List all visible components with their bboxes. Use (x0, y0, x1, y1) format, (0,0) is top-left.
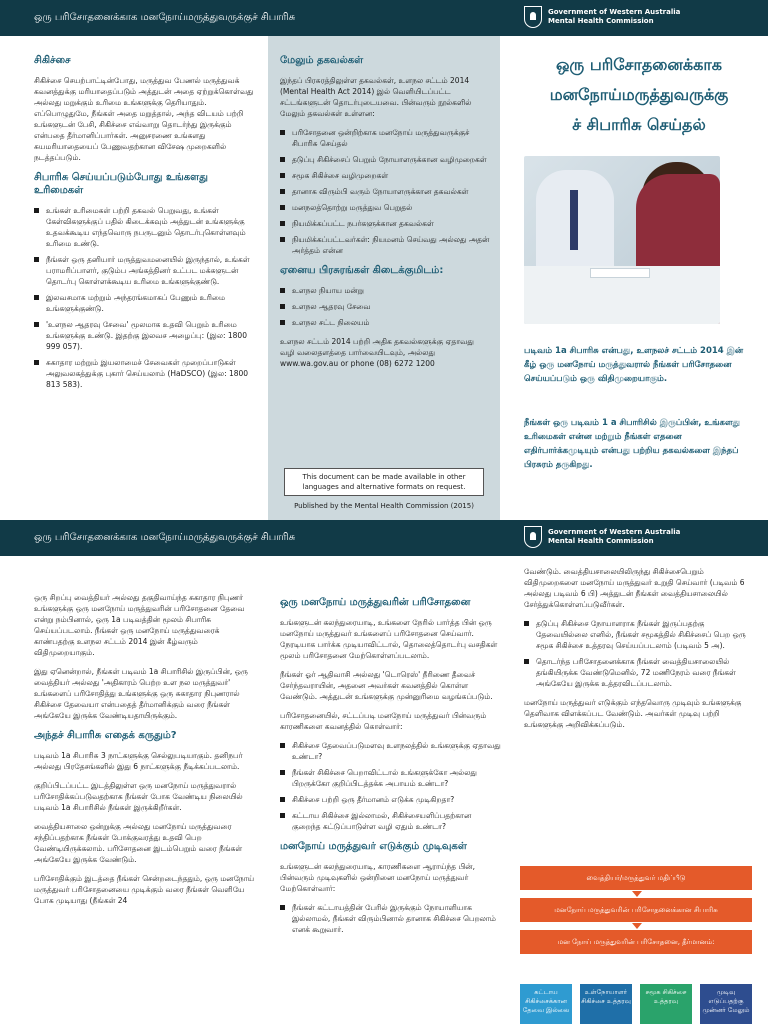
outcome-box-no-treatment: கட்டாய சிகிச்சைக்கான தேவை இல்லை (520, 984, 572, 1024)
more-info-heading: மேலும் தகவல்கள் (280, 55, 364, 66)
list-item: உளநல நியாய மன்று (280, 285, 490, 296)
decisions-list (280, 902, 502, 935)
factors-list (280, 740, 502, 832)
cover-rights-paragraph: நீங்கள் ஒரு படிவம் 1 a சிபாரிசில் இருப்பின், உங்களது உரிமைகள் என்ன மற்றும் நீங்கள் எதனை எதிர்பார்க்கமுடியும் என்பது பற்றிய தகவல்களை இந்தப் பிரசுரம் தருகிறது. (524, 418, 741, 470)
cover-title-line: ச் சிபாரிசு செய்தல் (572, 115, 706, 134)
cover-intro-paragraph: படிவம் 1a சிபாரிசு என்பது, உளநலச் சட்டம் 2014 இன் கீழ் ஒரு மனநோய் மருத்துவரால் நீங்கள் பரிசோதனை செய்யப்படும் ஒரு விதிமுறையாகும். (524, 346, 744, 384)
list-item: தடுப்பு சிகிச்சை நோயாளராக நீங்கள் இருப்பதற்கு தேவையில்லை எனில், நீங்கள் சமூகத்தில் சிகிச்சைப் பெற ஒரு சமூக சிகிச்சை உத்தரவு செய்யப்படலாம் (படிவம் 5 அ). (524, 618, 756, 651)
other-publications-list (280, 285, 490, 328)
other-publications-heading: ஏனைய பிரசுரங்கள் கிடைக்குமிடம்: (280, 265, 444, 276)
arrival-paragraph: பரிசோதிக்கும் இடத்தை நீங்கள் சென்றடைந்ததும், ஒரு மனநோய் மருத்துவர் பரிசோதனையை முடிக்கும் வரை நீங்கள் வெளியே போக முடியாது (நீங்கள் 24 (34, 874, 255, 905)
intro-paragraph-2: இது ஏனென்றால், நீங்கள் படிவம் 1a சிபாரிசில் இருப்பின், ஒரு வைத்தியர் அல்லது 'அதிகாரம் பெற்ற உள நல மருத்துவர்' உங்களைப் பரிசோதித்து உங்களுக்கு ஒரு சுகாதார நிபுணரால் சிகிச்சை தேவையா என்பதைத் தீர்மானிக்கும் வரை நீங்கள் அங்கேயே இருக்க வேண்டியதாயிருக்கும். (34, 667, 248, 720)
location-paragraph: குறிப்பிடப்பட்ட இடத்திலுள்ள ஒரு மனநோய் மருத்துவரால் பரிசோதிக்கப்படுவதற்காக நீங்கள் போக வேண்டிய நிலையில் படிவம் 1a சிபாரிசில் நீங்கள் இருக்கிறீர்கள். (34, 781, 243, 812)
examination-paragraph: உங்களுடன் கலந்துரையாடி, உங்களை நேரில் பார்த்த பின் ஒரு மனநோய் மருத்துவர் உங்களைப் பரிசோதனை செய்வார். நேரடியாக பார்க்க முடியாவிட்டால், தொலைத்தொடர்பு வசதிகள் மூலம் பரிசோதனை மேற்கொள்ளப்படலாம். (280, 618, 498, 660)
list-item: உளநல சட்ட நிலையம் (280, 317, 490, 328)
treatment-heading: சிகிச்சை (34, 55, 71, 66)
right-bottom-column (524, 566, 756, 858)
left-top-column (34, 50, 256, 398)
decisions-heading: மனநோய் மருத்துவர் எடுக்கும் முடிவுகள் (280, 841, 467, 852)
more-info-paragraph: இந்தப் பிரசுரத்திலுள்ள தகவல்கள், உளநல சட்டம் 2014 (Mental Health Act 2014) இல் வெளியிடப்பட்ட சட்டங்களுடன் தொடர்புடையவை. பின்வரும் நூல்களில் மேலும் தகவல்கள் உள்ளன: (280, 76, 472, 118)
list-item: நியமிக்கப்பட்டவர்கள்: நியமனம் செய்வது அல்லது அதன் அர்த்தம் என்ன (280, 234, 490, 256)
duration-heading: அந்தச் சிபாரிசு எதைக் கருதும்? (34, 730, 177, 741)
list-item: உங்கள் உரிமைகள் பற்றி தகவல் பெறுவது, உங்கள் கேள்விகளுக்குப் பதில் கிடைக்கவும் அத்துடன் உங்களுக்கு உதவக்கூடிய எந்தவொரு நபருடனும் தொடர்புகொள்ளவும் உரிமை உண்டு. (34, 205, 256, 249)
top-header-band (0, 0, 768, 36)
page2-header-band (0, 520, 768, 556)
admission-paragraph: வேண்டும். வைத்தியசாலையிலிருந்து சிகிச்சைபெறும் விதிமுறைகளை மனநோய் மருத்துவர் உறுதி செய்வார் (படிவம் 6 அல்லது படிவம் 6 பி) அத்துடன் நீங்கள் வைத்தியசாலையில் சேர்த்துக்கொள்ளப்படுவீர்கள். (524, 567, 745, 609)
list-item: 'உளநல ஆதரவு சேவை' மூலமாக உதவி பெறும் உரிமை உங்களுக்கு உண்டு. இதற்கு இலவச அழைப்பு: (இல: 1800 999 057). (34, 319, 256, 352)
list-item: மனநலத்தொற்று மருத்துவ பெறுதல் (280, 202, 490, 213)
flow-arrow (632, 923, 642, 929)
cover-title-line: ஒரு பரிசோதனைக்காக (556, 55, 722, 74)
duration-paragraph: படிவம் 1a சிபாரிசு 3 நாட்களுக்கு செல்லுபடியாகும். தனிநபர் அல்லது பிரதேசங்களில் இது 6 நாட்களுக்கு நீடிக்கப்படலாம். (34, 751, 243, 771)
list-item: பரிசோதனை ஒன்றிற்காக மனநோய் மருத்துவருக்குச் சிபாரிசு செய்தல் (280, 127, 490, 149)
logo-line2: Mental Health Commission (548, 17, 654, 25)
middle-top-column (280, 50, 490, 377)
list-item: இலவசமாக மற்றும் அந்தரங்கமாகப் பேணும் உரிமை உங்களுக்குண்டு. (34, 292, 256, 314)
crest-icon (524, 526, 542, 548)
alternative-formats-box: This document can be made available in other languages and alternative formats on request. (284, 468, 484, 496)
contact-paragraph: உளநல சட்டம் 2014 பற்றி அதிக தகவல்களுக்கு ஏதாவது வழி வலைதளத்தை பார்வையிடவும், அல்லது www.wa.gov.au or phone (08) 6272 1200 (280, 337, 474, 368)
list-item: தானாக விரும்பி வரும் நோயாளருக்கான தகவல்கள் (280, 186, 490, 197)
factors-paragraph: பரிசோதனையில், சட்டப்படி மனநோய் மருத்துவர் பின்வரும் காரணிகளை கவனத்தில் கொள்வார்: (280, 711, 487, 731)
flow-arrow (632, 891, 642, 897)
crest-icon (524, 6, 542, 28)
intro-paragraph: ஒரு சிறப்பு வைத்தியர் அல்லது தகுதிவாய்ந்த சுகாதார நிபுணர் உங்களுக்கு ஒரு மனநோய் மருத்துவரின் பரிசோதனை தேவை என்று நம்பினால், ஒரு 1a படிவத்தின் மூலம் சிபாரிசு செய்யப்படலாம். நீங்கள் ஒரு மனநோய் மருத்துவரைக் காண்பதற்கு உளநல சட்டம் 2014 இன் கீழ்வரும் விதிமுறையாகும். (34, 593, 245, 657)
cover-title-line: மனநோய்மருத்துவருக்கு (549, 85, 729, 104)
outcome-box-further: முடிவு எடுப்பதற்கு முன்னர் மேலும் (700, 984, 752, 1024)
list-item: நீங்கள் சிகிச்சை பெறாவிட்டால் உங்களுக்கோ அல்லது பிறருக்கோ குறிப்பிடத்தக்க அபாயம் உண்டா? (280, 767, 502, 789)
list-item: நீங்கள் ஒரு தனியார் மருத்துவமனையில் இருந்தால், உங்கள் பராமரிப்பாளர், குடும்ப அங்கத்தினர் உட்பட மக்களுடன் தொடர்பு கொள்ளக்கூடிய உரிமை உங்களுக்குண்டு. (34, 254, 256, 287)
flow-step-referral: மனநோய் மருத்துவரின் பரிசோதனைக்கான சிபாரிசு (520, 898, 752, 922)
logo-line1: Government of Western Australia (548, 528, 681, 536)
flow-step-examination: மன நோய் மருத்துவரின் பரிசோதனை, தீர்மானம்: (520, 930, 752, 954)
list-item: உளநல ஆதரவு சேவை (280, 301, 490, 312)
list-item: நியமிக்கப்பட்ட நபர்களுக்கான தகவல்கள் (280, 218, 490, 229)
logo-line2: Mental Health Commission (548, 537, 654, 545)
header-doc-title: ஒரு பரிசோதனைக்காக மனநோய்மருத்துவருக்குச் சிபாரிசு (34, 532, 296, 543)
middle-bottom-column (280, 592, 502, 1024)
list-item: சுகாதார மற்றும் இயலாமைச் சேவைகள் முறைப்பாடுகள் அலுவலகத்துக்கு புகார் செய்யலாம் (HaDSCO) (இல: 1800 813 583). (34, 357, 256, 390)
publications-list (280, 127, 490, 256)
decisions-paragraph: உங்களுடன் கலந்துரையாடி, காரணிகளை ஆராய்ந்த பின், பின்வரும் முடிவுகளில் ஒன்றினை மனநோய் மருத்துவர் மேற்கொள்வார்: (280, 862, 475, 893)
rights-list (34, 205, 256, 390)
list-item: கட்டாய சிகிச்சை இல்லாமல், சிகிச்சையளிப்பதற்கான குறைந்த கட்டுப்பாடுள்ள வழி ஏதும் உண்டா? (280, 810, 502, 832)
outcomes-list (524, 618, 756, 689)
list-item: தடுப்பு சிகிச்சைப் பெறும் நோயாளருக்கான வழிமுறைகள் (280, 154, 490, 165)
wa-government-logo (524, 6, 680, 28)
list-item: நீங்கள் கட்டாயத்தின் பேரில் இருக்கும் நோயாளியாக இல்லாமல், நீங்கள் விரும்பினால் தானாக சிகிச்சை பெறலாம் எனக் கூறுவார். (280, 902, 502, 935)
consultation-photo (524, 156, 720, 324)
list-item: சிகிச்சை தேவைப்படுமளவு உளநலத்தில் உங்களுக்கு ஏதாவது உண்டா? (280, 740, 502, 762)
outcome-box-community: சமூக சிகிச்சை உத்தரவு (640, 984, 692, 1024)
rights-heading: சிபாரிசு செய்யப்படும்போது உங்களது உரிமைகள் (34, 172, 208, 196)
list-item: சமூக சிகிச்சை வழிமுறைகள் (280, 170, 490, 181)
outcome-box-inpatient: உள்நோயாளர் சிகிச்சை உத்தரவு (580, 984, 632, 1024)
logo-line1: Government of Western Australia (548, 8, 681, 16)
published-by: Published by the Mental Health Commission (2015) (294, 502, 474, 510)
header-doc-title: ஒரு பரிசோதனைக்காக மனநோய்மருத்துவருக்குச் சிபாரிசு (34, 12, 296, 23)
wa-government-logo (524, 526, 680, 548)
list-item: சிகிச்சை பற்றி ஒரு தீர்மானம் எடுக்க முடிகிறதா? (280, 794, 502, 805)
list-item: தொடர்ந்த பரிசோதனைக்காக நீங்கள் வைத்தியசாலையில் தங்கியிருக்க வேண்டுமெனில், 72 மணிநேரம் வரை நீங்கள் அங்கேயே இருக்க உத்தரவிடப்படலாம். (524, 656, 756, 689)
aboriginal-paragraph: நீங்கள் ஓர் ஆதிவாசி அல்லது 'டொரெஸ்' நீரிணை தீவைச் சேர்ந்தவராயின், அதனை அவர்கள் கவனத்தில் கொள்ள வேண்டும். அத்துடன் உங்களுக்கு முன்னுரிமை வழங்கப்படும். (280, 670, 493, 701)
explanation-paragraph: மனநோய் மருத்துவர் எடுக்கும் எந்தவொரு முடிவும் உங்களுக்கு தெளிவாக விளக்கப்பட வேண்டும். அவர்கள் முடிவு பற்றி உங்களுக்கு அறிவிக்கப்படும். (524, 698, 742, 729)
treatment-paragraph: சிகிச்சை செயற்பாட்டின்போது, மருத்துவ பேணல் மருத்துவக் கவனத்துக்கு மரியாதைப்படும் அத்துடன் அதை ஏற்றுக்கொள்வது அல்லது மறுக்கும் உரிமை உங்களுக்கு தெரியாதும். எப்பொழுதுமே, நீங்கள் அதை மறுத்தால், அந்த விடயம் பற்றி உங்களுடன் பேசி, சிகிச்சை எவ்வாறு தொடர்ந்து இருக்கும் என்பதை தீர்மானிப்பார்கள். அனுசரணை உங்களது சுயமரியாதையைப் பேணுவதற்கான விசேஷ முறைகளில் நடத்தப்படும். (34, 76, 254, 162)
examination-heading: ஒரு மனநோய் மருத்துவரின் பரிசோதனை (280, 597, 471, 608)
left-bottom-column (34, 592, 256, 1024)
flow-step-assessment: வைத்தியர்/மருத்துவர் மதிப்பீடு (520, 866, 752, 890)
cover-title (524, 50, 754, 140)
transport-paragraph: வைத்தியசாலை ஒன்றுக்கு அல்லது மனநோய் மருத்துவரை சந்திப்பதற்காக நீங்கள் போக்குவரத்து உதவி பெற வேண்டியிருக்கலாம். பரிசோதனை இடம்பெறும் வரை நீங்கள் அங்கேயே இருக்க வேண்டும். (34, 822, 243, 864)
